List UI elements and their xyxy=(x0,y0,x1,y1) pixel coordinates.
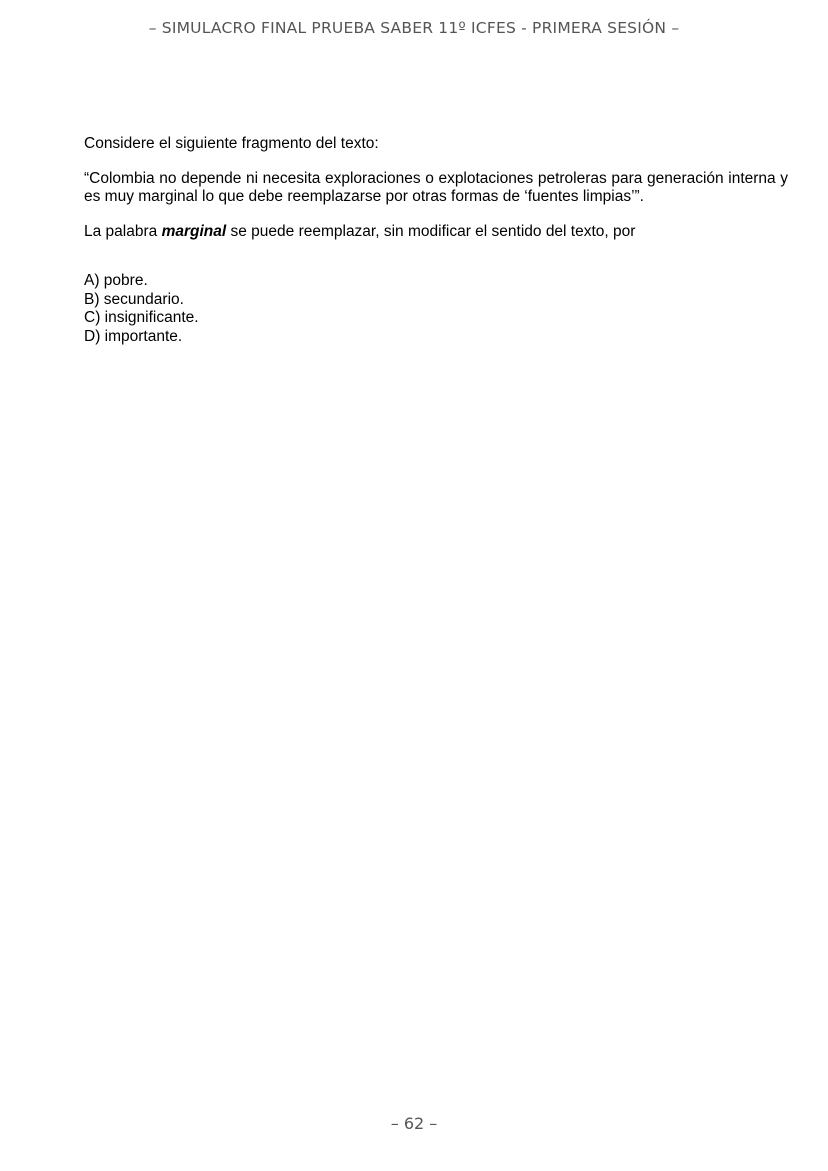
question-block xyxy=(84,135,788,346)
page-number: – 62 – xyxy=(390,1114,438,1133)
option-d: D) importante. xyxy=(84,327,183,345)
option-b: B) secundario. xyxy=(84,290,184,308)
answer-options xyxy=(84,272,788,346)
option-a: A) pobre. xyxy=(84,272,148,289)
option-c: C) insignificante. xyxy=(84,309,199,326)
page-header: – SIMULACRO FINAL PRUEBA SABER 11º ICFES - PRIMERA SESIÓN – xyxy=(148,19,680,37)
question-keyword: marginal xyxy=(161,223,227,240)
question-stem xyxy=(84,223,788,241)
intro-text: Considere el siguiente fragmento del texto: xyxy=(84,135,379,152)
question-suffix: se puede reemplazar, sin modificar el sentido del texto, por xyxy=(226,223,636,240)
quoted-fragment: “Colombia no depende ni necesita exploraciones o explotaciones petroleras para generación interna y es muy marginal lo que debe reemplazarse por otras formas de ‘fuentes limpias’”. xyxy=(84,170,788,205)
question-prefix: La palabra xyxy=(84,223,162,240)
